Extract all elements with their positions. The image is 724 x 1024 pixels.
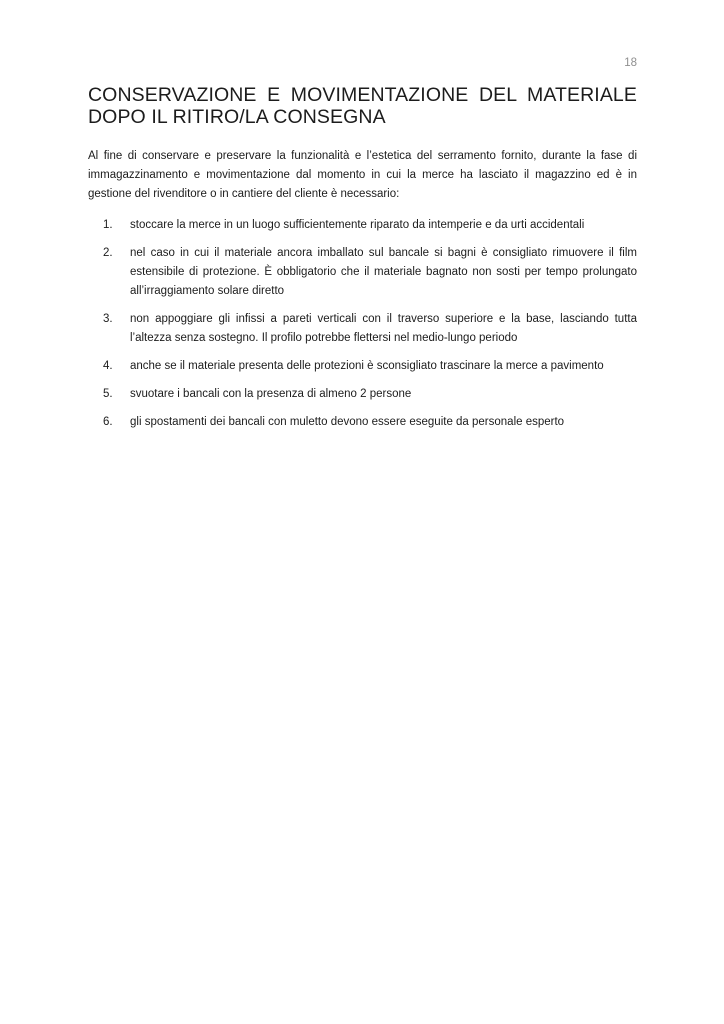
list-item-number: 4. <box>103 359 113 372</box>
list-item-number: 5. <box>103 387 113 400</box>
page-title <box>88 85 637 128</box>
list-item-text: non appoggiare gli infissi a pareti verticali con il traverso superiore e la base, lasciando tutta l’altezza senza sostegno. Il profilo potrebbe flettersi nel medio-lungo periodo <box>130 312 637 344</box>
list-item-text: nel caso in cui il materiale ancora imballato sul bancale si bagni è consigliato rimuovere il film estensibile di protezione. È obbligatorio che il materiale bagnato non sosti per tempo prolungato all’irraggiamento solare diretto <box>130 246 637 297</box>
list-item-number: 3. <box>103 312 113 325</box>
list-item-number: 1. <box>103 218 113 231</box>
list-item <box>88 216 637 235</box>
page-title-line-1: CONSERVAZIONE E MOVIMENTAZIONE DEL MATERIALE <box>88 84 637 106</box>
list-item <box>88 357 637 376</box>
document-content <box>88 56 637 432</box>
list-item-number: 6. <box>103 415 113 428</box>
list-item-text: anche se il materiale presenta delle protezioni è sconsigliato trascinare la merce a pavimento <box>130 359 604 372</box>
list-item-text: gli spostamenti dei bancali con muletto devono essere eseguite da personale esperto <box>130 415 565 428</box>
list-item <box>88 244 637 301</box>
page-title-line-2: DOPO IL RITIRO/LA CONSEGNA <box>88 105 386 128</box>
list-item-text: stoccare la merce in un luogo sufficientemente riparato da intemperie e da urti accidentali <box>130 218 585 231</box>
list-item-number: 2. <box>103 246 113 259</box>
page-number: 18 <box>624 57 637 69</box>
intro-paragraph: Al fine di conservare e preservare la funzionalità e l’estetica del serramento fornito, durante la fase di immagazzinamento e movimentazione dal momento in cui la merce ha lasciato il magazzino ed è in gestione del rivenditore o in cantiere del cliente è necessario: <box>88 150 637 200</box>
list-item-text: svuotare i bancali con la presenza di almeno 2 persone <box>130 387 412 400</box>
list-item <box>88 413 637 432</box>
numbered-list <box>88 216 637 432</box>
list-item <box>88 385 637 404</box>
list-item <box>88 310 637 348</box>
